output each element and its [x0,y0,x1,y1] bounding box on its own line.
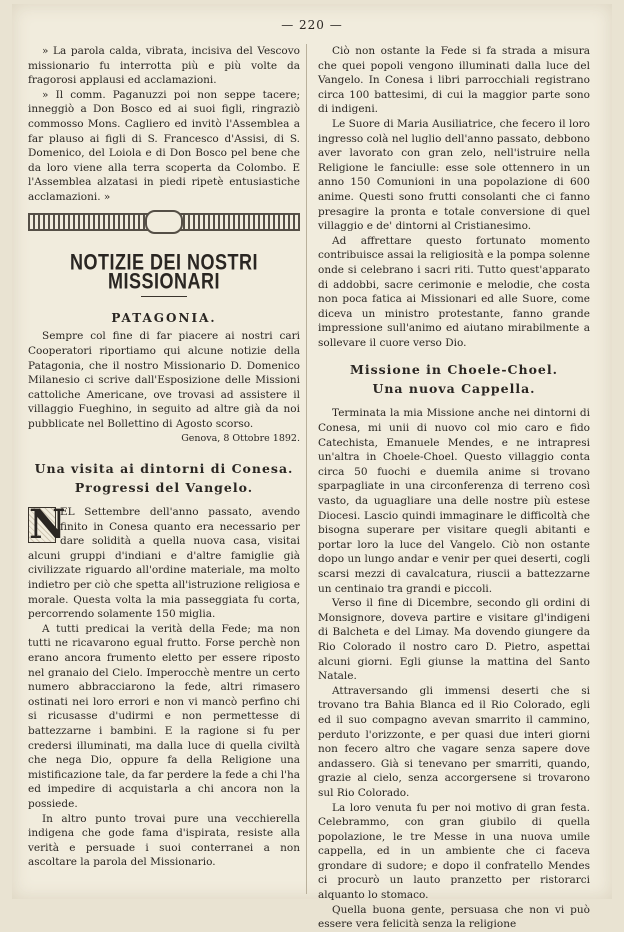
article-text: EL Settembre dell'anno passato, avendo finito in Conesa quanto era necessario per dare solidità a quella nuova casa, visitai alcuni gruppi d'indiani e d'altre famiglie già civilizzate riguardo all'ordine materiale, ma molto indietro per ciò che spetta all'istruzione religiosa e morale. Questa volta la mia passeggiata fu corta, percorrendo solamente 150 miglia. [28,506,300,621]
article-paragraph: A tutti predicai la verità della Fede; ma non tutti ne ricavarono egual frutto. Forse perchè non erano ancora frumento eletto per essere riposto nel granaio del Cielo. Imperocchè mentre un certo numero abbracciarono la fede, altri rimasero ostinati nei loro errori e non vi mancò perfino chi si ricusasse d'udirmi e non permettesse di battezzarne i bambini. E la ragione si fu per credersi illuminati, ma dalla luce di quella civiltà che nega Dio, oppure fa della Religione una mistificazione tale, da far perdere la fede a chi l'ha ed impedire di acquistarla a chi ancora non la possiede. [28,622,300,810]
decorative-divider [28,213,300,231]
article-heading-line-1: Una visita ai dintorni di Conesa. [34,461,294,477]
region-heading: PATAGONIA. [111,310,217,325]
page [12,4,612,931]
mission-heading-line-2: Una nuova Cappella. [372,381,536,397]
paragraph: Verso il fine di Dicembre, secondo gli ordini di Monsignore, doveva partire e visitare gl'indigeni di Balcheta e del Limay. Ma dovendo giungere da Rio Colorado il nostro caro D. Pietro, aspettai alcuni giorni. Egli giunse la mattina del Santo Natale. [318,597,590,683]
mission-heading [318,360,590,398]
section-title: NOTIZIE DEI NOSTRI MISSIONARI [69,249,258,293]
paragraph: Attraversando gli immensi deserti che si trovano tra Bahia Blanca ed il Rio Colorado, egli ed il suo compagno avevan smarrito il cammino, perduto l'orizzonte, e per quasi due interi giorni non fecero altro che vagare senza sapere dove andassero. Già si tenevano per smarriti, quando, grazie al cielo, senza accorgersene si trovarono sul Rio Colorado. [318,684,590,799]
paragraph: Ciò non ostante la Fede si fa strada a misura che quei popoli vengono illuminati dalla luce del Vangelo. In Conesa i libri parrocchiali registrano circa 100 battesimi, di cui la maggior parte sono di indigeni. [318,45,590,116]
paragraph: Le Suore di Maria Ausiliatrice, che fecero il loro ingresso colà nel luglio dell'anno passato, debbono aver lavorato con gran zelo, nell'istruire nella Religione le fanciulle: esse sole ottennero in un anno 150 Comunioni in una popolazione di 600 anime. Questi sono frutti consolanti che ci fanno presagire la pronta e totale conversione di quel villaggio e de' dintorni al Cristianesimo. [318,117,590,233]
dateline: Genova, 8 Ottobre 1892. [181,433,300,445]
paragraph: Ad affrettare questo fortunato momento contribuisce assai la religiosità e la pompa solenne onde si celebrano i sacri riti. Tutto quest'apparato di addobbi, sacre cerimonie e melodie, che costa non poca fatica ai Missionari ed alle Suore, come diceva un ministro protestante, fanno grande impressione sull'animo ed aiutano mirabilmente a sollevare il cuore verso Dio. [318,234,590,349]
article-heading [28,459,300,497]
paragraph: Terminata la mia Missione anche nei dintorni di Conesa, mi unii di nuovo col mio caro e fido Catechista, Emanuele Mendes, e ne intrapresi un'altra in Choele-Choel. Questo villaggio conta circa 50 fuochi e duemila anime si trovano sparpagliate in una circonferenza di terreno così vasto, da uguagliare una delle nostre più estese Diocesi. Lascio quindi immaginare le difficoltà che bisogna superare per visitare quegli abitanti e portar loro la luce del Vangelo. Ciò non ostante dopo un lungo andar e venir per quei deserti, cogli scarsi mezzi di cavalcatura, riuscii a battezzarne un centinaio tra grandi e piccoli. [318,407,590,595]
mission-heading-line-1: Missione in Choele-Choel. [350,362,558,378]
paragraph: La loro venuta fu per noi motivo di gran festa. Celebrammo, con gran giubilo di quella popolazione, le tre Messe in una nuova umile cappella, ed in un ambiente che ci faceva grondare di sudore; e dopo il confratello Mendes ci procurò un lauto pranzetto per ristorarci alquanto lo stomaco. [318,801,590,902]
article-paragraph: In altro punto trovai pure una vecchierella indigena che gode fama d'ispirata, resiste alla verità e persuade i suoi conterranei a non ascoltare la parola del Missionario. [28,812,300,869]
title-rule [141,296,187,297]
paragraph: Quella buona gente, persuasa che non vi può essere vera felicità senza la religione [318,903,590,931]
right-column [318,44,590,932]
page-number: — 220 — [281,18,343,32]
column-divider [306,44,307,894]
paragraph: » La parola calda, vibrata, incisiva del Vescovo missionario fu interrotta più e più volte da fragorosi applausi ed acclamazioni. [28,45,300,87]
left-column [28,44,300,870]
intro-paragraph: Sempre col fine di far piacere ai nostri cari Cooperatori riportiamo qui alcune notizie della Patagonia, che il nostro Missionario D. Domenico Milanesio ci scrive dall'Esposizione delle Missioni cattoliche Americane, ove trovasi ad assistere il villaggio Fueghino, in seguito ad altre già da noi pubblicate nel Bollettino di Agosto scorso. [28,330,300,430]
article-heading-line-2: Progressi del Vangelo. [74,480,254,496]
article-paragraph [28,501,300,622]
drop-cap: N [29,501,66,549]
paragraph: » Il comm. Paganuzzi poi non seppe tacere; inneggiò a Don Bosco ed ai suoi figli, ringraziò commosso Mons. Cagliero ed invitò l'Assemblea a far plauso ai figli di S. Francesco d'Assisi, di S. Domenico, del Loiola e di Don Bosco pel bene che da loro viene alla terra scoperta da Colombo. E l'Assemblea alzatasi in piedi ripetè entusiastiche acclamazioni. » [28,88,300,203]
